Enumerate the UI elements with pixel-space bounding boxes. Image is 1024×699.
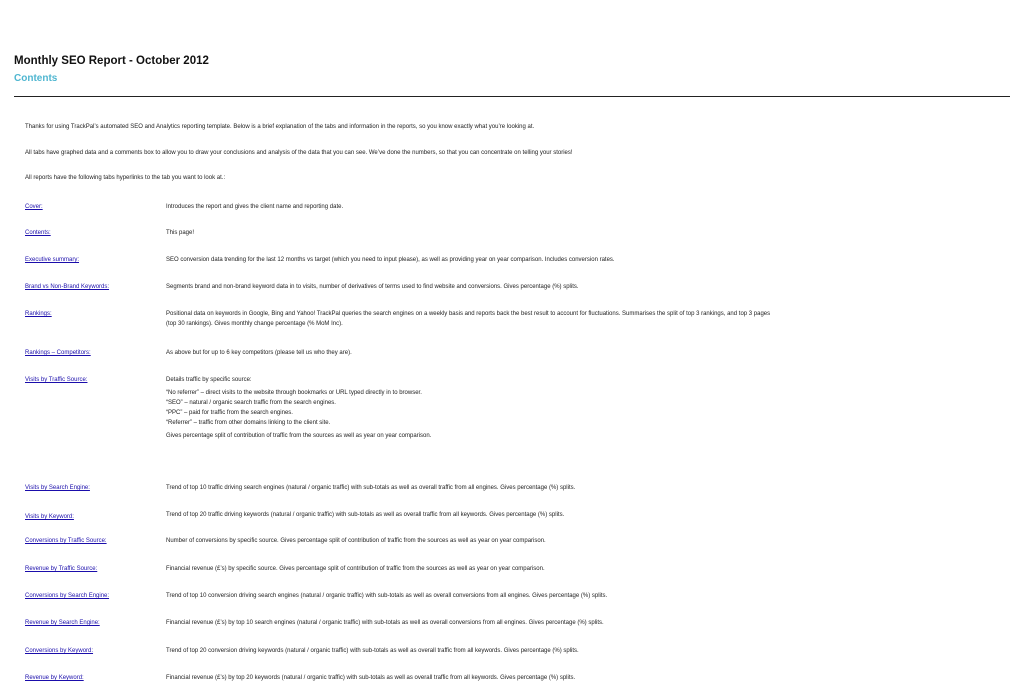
link-revenue-by-search-engine[interactable]: Revenue by Search Engine:	[25, 620, 100, 626]
desc-line: Financial revenue (£’s) by top 20 keywords (natural / organic traffic) with sub-totals as well as overall traffic from all keywords. Gives percentage (%) splits.	[166, 675, 576, 681]
desc-line: Trend of top 10 traffic driving search engines (natural / organic traffic) with sub-totals as well as overall traffic from all engines. Gives percentage (%) splits.	[166, 485, 576, 491]
desc-line: Financial revenue (£’s) by specific source. Gives percentage split of contribution of traffic from the sources as well as year on year comparison.	[166, 566, 545, 572]
link-revenue-by-keyword[interactable]: Revenue by Keyword:	[25, 675, 84, 681]
desc-revenue-by-keyword	[166, 673, 1012, 683]
desc-cover	[166, 202, 1012, 212]
intro-paragraph-2: All tabs have graphed data and a comments box to allow you to draw your conclusions and analysis of the data that you can see. We’ve done the numbers, so that you can concentrate on telling your stories!	[25, 150, 573, 156]
desc-line: (top 30 rankings). Gives monthly change percentage (% MoM Inc).	[166, 321, 343, 327]
desc-line: Trend of top 10 conversion driving search engines (natural / organic traffic) with sub-totals as well as overall conversions from all engines. Gives percentage (%) splits.	[166, 593, 608, 599]
desc-line: Positional data on keywords in Google, Bing and Yahoo! TrackPal queries the search engines on a weekly basis and reports back the best result to account for fluctuations. Summarises the split of top 3 rankings, and top 3 pages	[166, 311, 771, 317]
link-rankings[interactable]: Rankings:	[25, 311, 52, 317]
link-visits-by-traffic-source[interactable]: Visits by Traffic Source:	[25, 377, 88, 383]
desc-line: Trend of top 20 conversion driving keywords (natural / organic traffic) with sub-totals as well as overall traffic from all keywords. Gives percentage (%) splits.	[166, 648, 579, 654]
desc-conversions-by-search-engine	[166, 591, 1012, 601]
desc-visits-by-traffic-source	[166, 375, 1012, 441]
desc-revenue-by-traffic-source	[166, 564, 1012, 574]
desc-conversions-by-keyword	[166, 646, 1012, 656]
link-revenue-by-traffic-source[interactable]: Revenue by Traffic Source:	[25, 566, 98, 572]
desc-conversions-by-traffic-source	[166, 536, 1012, 546]
desc-rankings-competitors	[166, 348, 1012, 358]
link-cover[interactable]: Cover:	[25, 204, 43, 210]
desc-line: As above but for up to 6 key competitors (please tell us who they are).	[166, 350, 352, 356]
desc-line: Number of conversions by specific source. Gives percentage split of contribution of traffic from the sources as well as year on year comparison.	[166, 538, 546, 544]
report-title: Monthly SEO Report - October 2012	[14, 55, 209, 67]
link-conversions-by-keyword[interactable]: Conversions by Keyword:	[25, 648, 94, 654]
link-visits-by-search-engine[interactable]: Visits by Search Engine:	[25, 485, 90, 491]
section-title-contents: Contents	[14, 73, 58, 84]
desc-brand-vs-non-brand	[166, 282, 1012, 292]
intro-paragraph-1: Thanks for using TrackPal’s automated SEO and Analytics reporting template. Below is a brief explanation of the tabs and information in the reports, so you know exactly what you’re looking at.	[25, 124, 535, 130]
desc-contents	[166, 228, 1012, 238]
link-executive-summary[interactable]: Executive summary:	[25, 257, 80, 263]
link-rankings-competitors[interactable]: Rankings – Competitors:	[25, 350, 91, 356]
desc-visits-by-search-engine	[166, 483, 1012, 493]
link-conversions-by-search-engine[interactable]: Conversions by Search Engine:	[25, 593, 110, 599]
header-divider	[14, 96, 1010, 97]
desc-line: SEO conversion data trending for the last 12 months vs target (which you need to input please), as well as providing year on year comparison. Includes conversion rates.	[166, 257, 615, 263]
desc-line: Details traffic by specific source:	[166, 377, 252, 383]
link-visits-by-keyword[interactable]: Visits by Keyword:	[25, 514, 74, 520]
desc-line: “PPC” – paid for traffic from the search engines.	[166, 410, 293, 416]
desc-line: This page!	[166, 230, 195, 236]
intro-paragraph-3: All reports have the following tabs hyperlinks to the tab you want to look at.:	[25, 175, 226, 181]
desc-executive-summary	[166, 255, 1012, 265]
desc-line: Trend of top 20 traffic driving keywords (natural / organic traffic) with sub-totals as well as overall traffic from all keywords. Gives percentage (%) splits.	[166, 512, 565, 518]
link-conversions-by-traffic-source[interactable]: Conversions by Traffic Source:	[25, 538, 107, 544]
desc-rankings	[166, 309, 1012, 329]
desc-revenue-by-search-engine	[166, 618, 1012, 628]
desc-line: Segments brand and non-brand keyword data in to visits, number of derivatives of terms used to find website and conversions. Gives percentage (%) splits.	[166, 284, 579, 290]
desc-line: Gives percentage split of contribution of traffic from the sources as well as year on year comparison.	[166, 433, 432, 439]
desc-visits-by-keyword	[166, 510, 1012, 520]
desc-line: “SEO” – natural / organic search traffic from the search engines.	[166, 400, 336, 406]
desc-line: “Referrer” – traffic from other domains linking to the client site.	[166, 420, 331, 426]
link-contents[interactable]: Contents:	[25, 230, 51, 236]
desc-line: Introduces the report and gives the client name and reporting date.	[166, 204, 344, 210]
link-brand-vs-non-brand[interactable]: Brand vs Non-Brand Keywords:	[25, 284, 110, 290]
desc-line: “No referrer” – direct visits to the website through bookmarks or URL typed directly in to browser.	[166, 390, 422, 396]
desc-line: Financial revenue (£’s) by top 10 search engines (natural / organic traffic) with sub-totals as well as overall conversions from all engines. Gives percentage (%) splits.	[166, 620, 604, 626]
